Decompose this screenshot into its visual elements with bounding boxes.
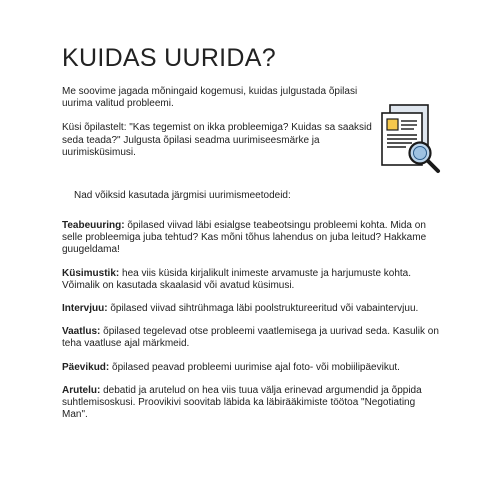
page-title: KUIDAS UURIDA? <box>62 44 276 72</box>
method-item <box>62 268 442 292</box>
method-term: Küsimustik: <box>62 267 120 279</box>
method-term: Teabeuuring: <box>62 220 125 231</box>
intro-paragraph: Küsi õpilastelt: "Kas tegemist on ikka probleemiga? Kuidas sa saaksid seda teada?" Julgusta õpilasi seadma uurimiseesmärke ja uurimisküsimusi. <box>62 122 372 158</box>
methods-intro: Nad võiksid kasutada järgmisi uurimismeetodeid: <box>74 190 291 201</box>
method-text: hea viis küsida kirjalikult inimeste arvamuste ja harjumuste kohta. Võimalik on kasutada skaalasid või avatud küsimusi. <box>62 267 412 291</box>
methods-list <box>62 220 442 432</box>
method-term: Intervjuu: <box>62 303 108 315</box>
intro-text <box>62 86 380 171</box>
method-item <box>62 326 442 350</box>
method-item <box>62 220 442 257</box>
method-term: Vaatlus: <box>62 326 101 338</box>
method-item <box>62 385 442 422</box>
method-text: õpilased peavad probleemi uurimise ajal foto- või mobiilipäevikut. <box>109 361 400 373</box>
method-text: õpilased viivad läbi esialgse teabeotsingu probleemi kohta. Mida on selle probleemiga juba tehtud? Kas mõni tõhus lahendus on juba leitud? Hakkame guugeldama! <box>62 220 427 256</box>
intro-paragraph: Me soovime jagada mõningaid kogemusi, kuidas julgustada õpilasi uurima valitud probleemi. <box>62 86 358 110</box>
method-item <box>62 303 442 315</box>
document-search-icon <box>376 103 446 175</box>
method-text: õpilased tegelevad otse probleemi vaatlemisega ja uurivad seda. Kasulik on teha vaatluse ajal märkmeid. <box>62 326 439 350</box>
method-item <box>62 362 442 374</box>
method-text: debatid ja arutelud on hea viis tuua välja erinevad argumendid ja õppida suhtlemisoskusi. Proovikivi soovitab läbida ka läbirääkimiste töötoa "Negotiating Man". <box>62 384 422 421</box>
method-term: Arutelu: <box>62 384 101 396</box>
method-term: Päevikud: <box>62 361 110 373</box>
method-text: õpilased viivad sihtrühmaga läbi poolstruktureeritud või vabaintervjuu. <box>107 303 419 315</box>
